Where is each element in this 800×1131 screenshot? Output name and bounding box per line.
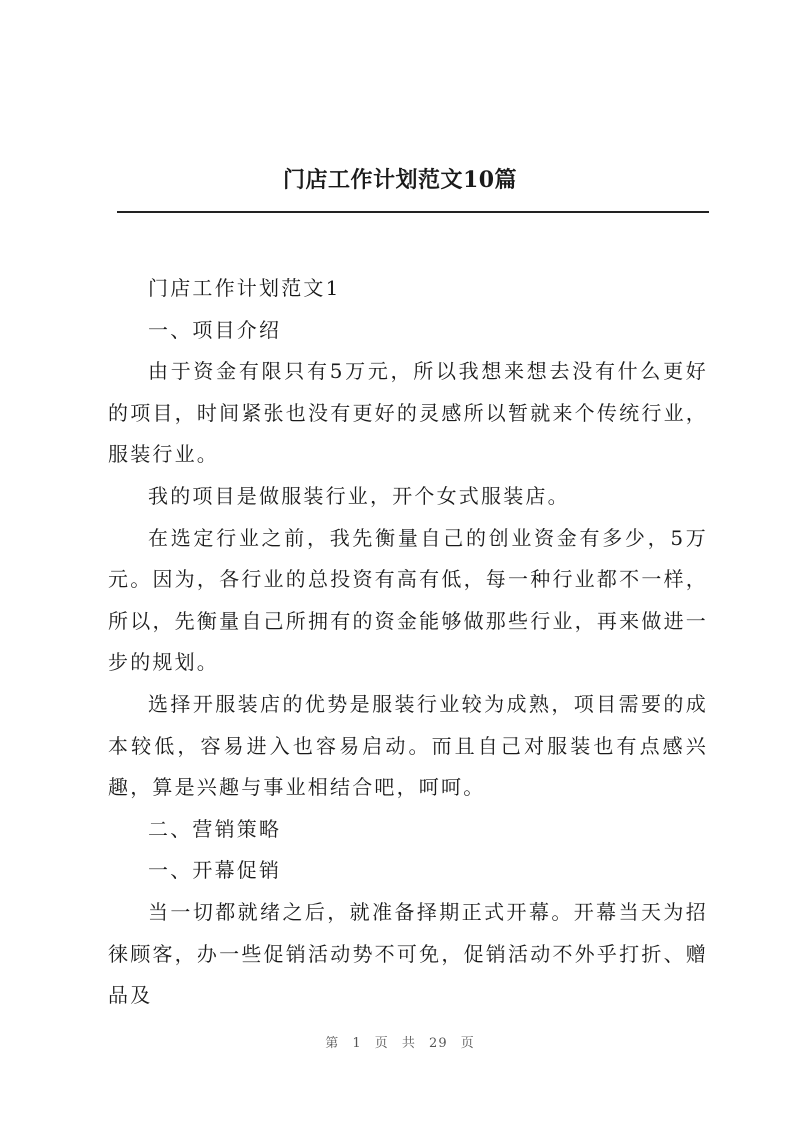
page-number-footer: 第 1 页 共 29 页 <box>325 1036 475 1051</box>
section-heading-plan-1: 门店工作计划范文1 <box>148 276 341 300</box>
paragraph-industry-choice: 在选定行业之前，我先衡量自己的创业资金有多少，5万元。因为，各行业的总投资有高有低，每一种行业都不一样，所以，先衡量自己所拥有的资金能够做那些行业，再来做进一步的规划。 <box>108 525 708 675</box>
page-title: 门店工作计划范文10篇 <box>282 167 518 193</box>
paragraph-opening: 当一切都就绪之后，就准备择期正式开幕。开幕当天为招徕顾客，办一些促销活动势不可免，促销活动不外乎打折、赠品及 <box>108 899 708 1008</box>
title-divider <box>117 211 709 213</box>
section-heading-project-intro: 一、项目介绍 <box>148 317 282 342</box>
paragraph-advantages: 选择开服装店的优势是服装行业较为成熟，项目需要的成本较低，容易进入也容易启动。而且自己对服装也有点感兴趣，算是兴趣与事业相结合吧，呵呵。 <box>108 691 708 800</box>
paragraph-funding: 由于资金有限只有5万元，所以我想来想去没有什么更好的项目，时间紧张也没有更好的灵感所以暂就来个传统行业，服装行业。 <box>108 359 708 467</box>
subheading-opening-promotion: 一、开幕促销 <box>148 858 282 883</box>
section-heading-marketing: 二、营销策略 <box>148 816 282 841</box>
paragraph-project: 我的项目是做服装行业，开个女式服装店。 <box>148 483 570 508</box>
document-body <box>108 268 708 1017</box>
